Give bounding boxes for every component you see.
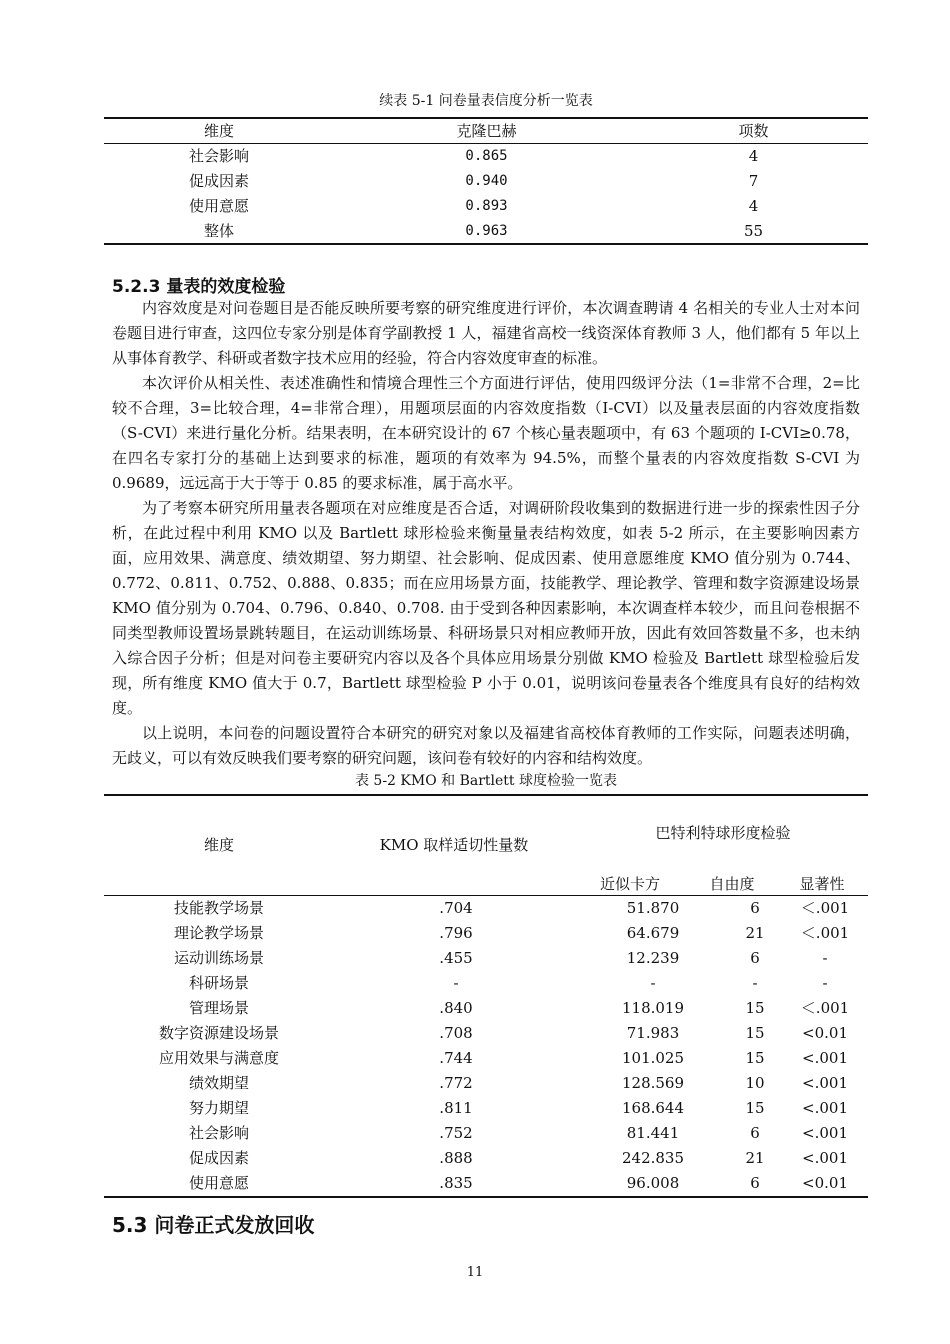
table2-header-dimension: 维度 bbox=[203, 836, 234, 854]
table-cell: 21 bbox=[745, 1149, 765, 1167]
table-cell: 21 bbox=[745, 924, 765, 942]
table-cell: 社会影响 bbox=[188, 147, 249, 165]
table1-caption: 续表 5-1 问卷量表信度分析一览表 bbox=[379, 93, 593, 109]
table2-subheader: 自由度 bbox=[709, 875, 755, 893]
table-cell: - bbox=[822, 949, 828, 967]
table2-subheader: 近似卡方 bbox=[599, 875, 660, 893]
table-cell: <.001 bbox=[802, 1049, 848, 1067]
table-cell: 促成因素 bbox=[188, 1149, 249, 1167]
table1-header-row bbox=[104, 119, 868, 144]
table-cell: .704 bbox=[439, 899, 473, 917]
table-cell: .796 bbox=[439, 924, 473, 942]
table-cell: 4 bbox=[748, 197, 759, 215]
section-body bbox=[112, 296, 860, 771]
table-cell: 242.835 bbox=[621, 1149, 685, 1167]
table1-header-cell: 维度 bbox=[203, 122, 234, 140]
table-cell: 96.008 bbox=[626, 1174, 680, 1192]
table-cell: 6 bbox=[750, 1174, 760, 1192]
table-row bbox=[104, 1021, 868, 1046]
paragraph: 为了考察本研究所用量表各题项在对应维度是否合适，对调研阶段收集到的数据进行进一步的探索性因子分析，在此过程中利用 KMO 以及 Bartlett 球形检验来衡量量表结构效度，如表 5-2 所示，在主要影响因素方面，应用效果、满意度、绩效期望、努力期望、社会影响、促成因素、使用意愿维度 KMO 值分别为 0.744、0.772、0.811、0.752、0.888、0.835；而在应用场景方面，技能教学、理论教学、管理和数字资源建设场景 KMO 值分别为 0.704、0.796、0.840、0.708. 由于受到各种因素影响，本次调查样本较少，而且问卷根据不同类型教师设置场景跳转题目，在运动训练场景、科研场景只对相应教师开放，因此有效回答数量不多，也未纳入综合因子分析；但是对问卷主要研究内容以及各个具体应用场景分别做 KMO 检验及 Bartlett 球型检验后发现，所有维度 KMO 值大于 0.7，Bartlett 球型检验 P 小于 0.01，说明该问卷量表各个维度具有良好的结构效度。 bbox=[112, 499, 860, 717]
table-cell: ＜.001 bbox=[800, 924, 850, 942]
table-cell: 技能教学场景 bbox=[173, 899, 264, 917]
table-row bbox=[104, 1146, 868, 1171]
table-cell: ＜.001 bbox=[800, 899, 850, 917]
table-row bbox=[104, 1046, 868, 1071]
table-row bbox=[104, 1121, 868, 1146]
table-row bbox=[104, 1096, 868, 1121]
table-cell: <0.01 bbox=[802, 1024, 848, 1042]
table-cell: <.001 bbox=[802, 1149, 848, 1167]
table-row bbox=[104, 194, 868, 219]
table2-header-kmo: KMO 取样适切性量数 bbox=[379, 836, 529, 854]
table-row bbox=[104, 144, 868, 169]
table-row bbox=[104, 169, 868, 194]
table2-top-rule bbox=[104, 794, 868, 796]
table-cell: 0.865 bbox=[465, 148, 508, 164]
table-cell: 12.239 bbox=[626, 949, 680, 967]
table-cell: 促成因素 bbox=[188, 172, 249, 190]
table1-bottom-rule bbox=[104, 243, 868, 245]
table2-bottom-rule bbox=[104, 1196, 868, 1198]
table2-subheader: 显著性 bbox=[799, 875, 845, 893]
table-cell: 使用意愿 bbox=[188, 197, 249, 215]
table-cell: 15 bbox=[745, 1049, 765, 1067]
table-cell: 0.893 bbox=[465, 198, 508, 214]
table-cell: 运动训练场景 bbox=[173, 949, 264, 967]
table-cell: 使用意愿 bbox=[188, 1174, 249, 1192]
table1-header-cell: 克隆巴赫 bbox=[456, 122, 517, 140]
table-cell: 118.019 bbox=[621, 999, 685, 1017]
table-cell: 社会影响 bbox=[188, 1124, 249, 1142]
table-cell: <.001 bbox=[802, 1099, 848, 1117]
table-row bbox=[104, 1171, 868, 1196]
table-cell: 6 bbox=[750, 899, 760, 917]
table-cell: 15 bbox=[745, 1024, 765, 1042]
table-cell: 15 bbox=[745, 1099, 765, 1117]
table-cell: - bbox=[822, 974, 828, 992]
table1-header-cell: 项数 bbox=[738, 122, 769, 140]
table-cell: .811 bbox=[439, 1099, 473, 1117]
table-cell: 管理场景 bbox=[188, 999, 249, 1017]
table-cell: 6 bbox=[750, 1124, 760, 1142]
table-row bbox=[104, 896, 868, 921]
table-row bbox=[104, 996, 868, 1021]
section-heading-5-2-3: 5.2.3 量表的效度检验 bbox=[112, 277, 286, 297]
table-cell: 71.983 bbox=[626, 1024, 680, 1042]
table1 bbox=[104, 119, 868, 144]
table-cell: ＜.001 bbox=[800, 999, 850, 1017]
table-cell: 整体 bbox=[203, 222, 234, 240]
table-row bbox=[104, 219, 868, 244]
table2-caption: 表 5-2 KMO 和 Bartlett 球度检验一览表 bbox=[354, 773, 618, 789]
table-cell: .744 bbox=[439, 1049, 473, 1067]
table-cell: <0.01 bbox=[802, 1174, 848, 1192]
section-heading-5-3: 5.3 问卷正式发放回收 bbox=[112, 1213, 315, 1237]
table-cell: 101.025 bbox=[621, 1049, 685, 1067]
table-cell: 10 bbox=[745, 1074, 765, 1092]
table-cell: - bbox=[453, 974, 459, 992]
table-row bbox=[104, 971, 868, 996]
table-cell: - bbox=[650, 974, 656, 992]
table2-header-bartlett: 巴特利特球形度检验 bbox=[655, 824, 791, 842]
table-cell: .752 bbox=[439, 1124, 473, 1142]
paragraph: 本次评价从相关性、表述准确性和情境合理性三个方面进行评估，使用四级评分法（1=非常不合理，2=比较不合理，3=比较合理，4=非常合理），用题项层面的内容效度指数（I-CVI）以及量表层面的内容效度指数（S-CVI）来进行量化分析。结果表明，在本研究设计的 67 个核心量表题项中，有 63 个题项的 I-CVI≥0.78，在四名专家打分的基础上达到要求的标准，题项的有效率为 94.5%，而整个量表的内容效度指数 S-CVI 为 0.9689，远远高于大于等于 0.85 的要求标准，属于高水平。 bbox=[112, 374, 860, 492]
table-cell: .455 bbox=[439, 949, 473, 967]
table-cell: 55 bbox=[743, 222, 764, 240]
table-row bbox=[104, 946, 868, 971]
table-cell: 数字资源建设场景 bbox=[158, 1024, 279, 1042]
table-row bbox=[104, 921, 868, 946]
table2 bbox=[104, 896, 868, 1196]
table-cell: 15 bbox=[745, 999, 765, 1017]
table-cell: 努力期望 bbox=[188, 1099, 249, 1117]
table-cell: 理论教学场景 bbox=[173, 924, 264, 942]
table-cell: 168.644 bbox=[621, 1099, 685, 1117]
table-row bbox=[104, 1071, 868, 1096]
table-cell: .772 bbox=[439, 1074, 473, 1092]
table-cell: .840 bbox=[439, 999, 473, 1017]
table-cell: 科研场景 bbox=[188, 974, 249, 992]
table-cell: <.001 bbox=[802, 1074, 848, 1092]
paragraph: 以上说明，本问卷的问题设置符合本研究的研究对象以及福建省高校体育教师的工作实际，问题表述明确，无歧义，可以有效反映我们要考察的研究问题，该问卷有较好的内容和结构效度。 bbox=[112, 724, 860, 767]
table-cell: 绩效期望 bbox=[188, 1074, 249, 1092]
table1-body bbox=[104, 144, 868, 244]
table-cell: - bbox=[752, 974, 758, 992]
table-cell: 4 bbox=[748, 147, 759, 165]
table-cell: .835 bbox=[439, 1174, 473, 1192]
table-cell: 64.679 bbox=[626, 924, 680, 942]
table-cell: 6 bbox=[750, 949, 760, 967]
table-cell: .888 bbox=[439, 1149, 473, 1167]
table-cell: 0.940 bbox=[465, 173, 508, 189]
table-cell: 51.870 bbox=[626, 899, 680, 917]
page-number: 11 bbox=[466, 1265, 484, 1280]
table-cell: .708 bbox=[439, 1024, 473, 1042]
table-cell: <.001 bbox=[802, 1124, 848, 1142]
table-cell: 应用效果与满意度 bbox=[158, 1049, 279, 1067]
table-cell: 128.569 bbox=[621, 1074, 685, 1092]
table-cell: 0.963 bbox=[465, 223, 508, 239]
table-cell: 81.441 bbox=[626, 1124, 680, 1142]
paragraph: 内容效度是对问卷题目是否能反映所要考察的研究维度进行评价，本次调查聘请 4 名相关的专业人士对本问卷题目进行审查，这四位专家分别是体育学副教授 1 人，福建省高校一线资深体育教师 3 人，他们都有 5 年以上从事体育教学、科研或者数字技术应用的经验，符合内容效度审查的标准。 bbox=[112, 299, 860, 367]
table-cell: 7 bbox=[748, 172, 759, 190]
